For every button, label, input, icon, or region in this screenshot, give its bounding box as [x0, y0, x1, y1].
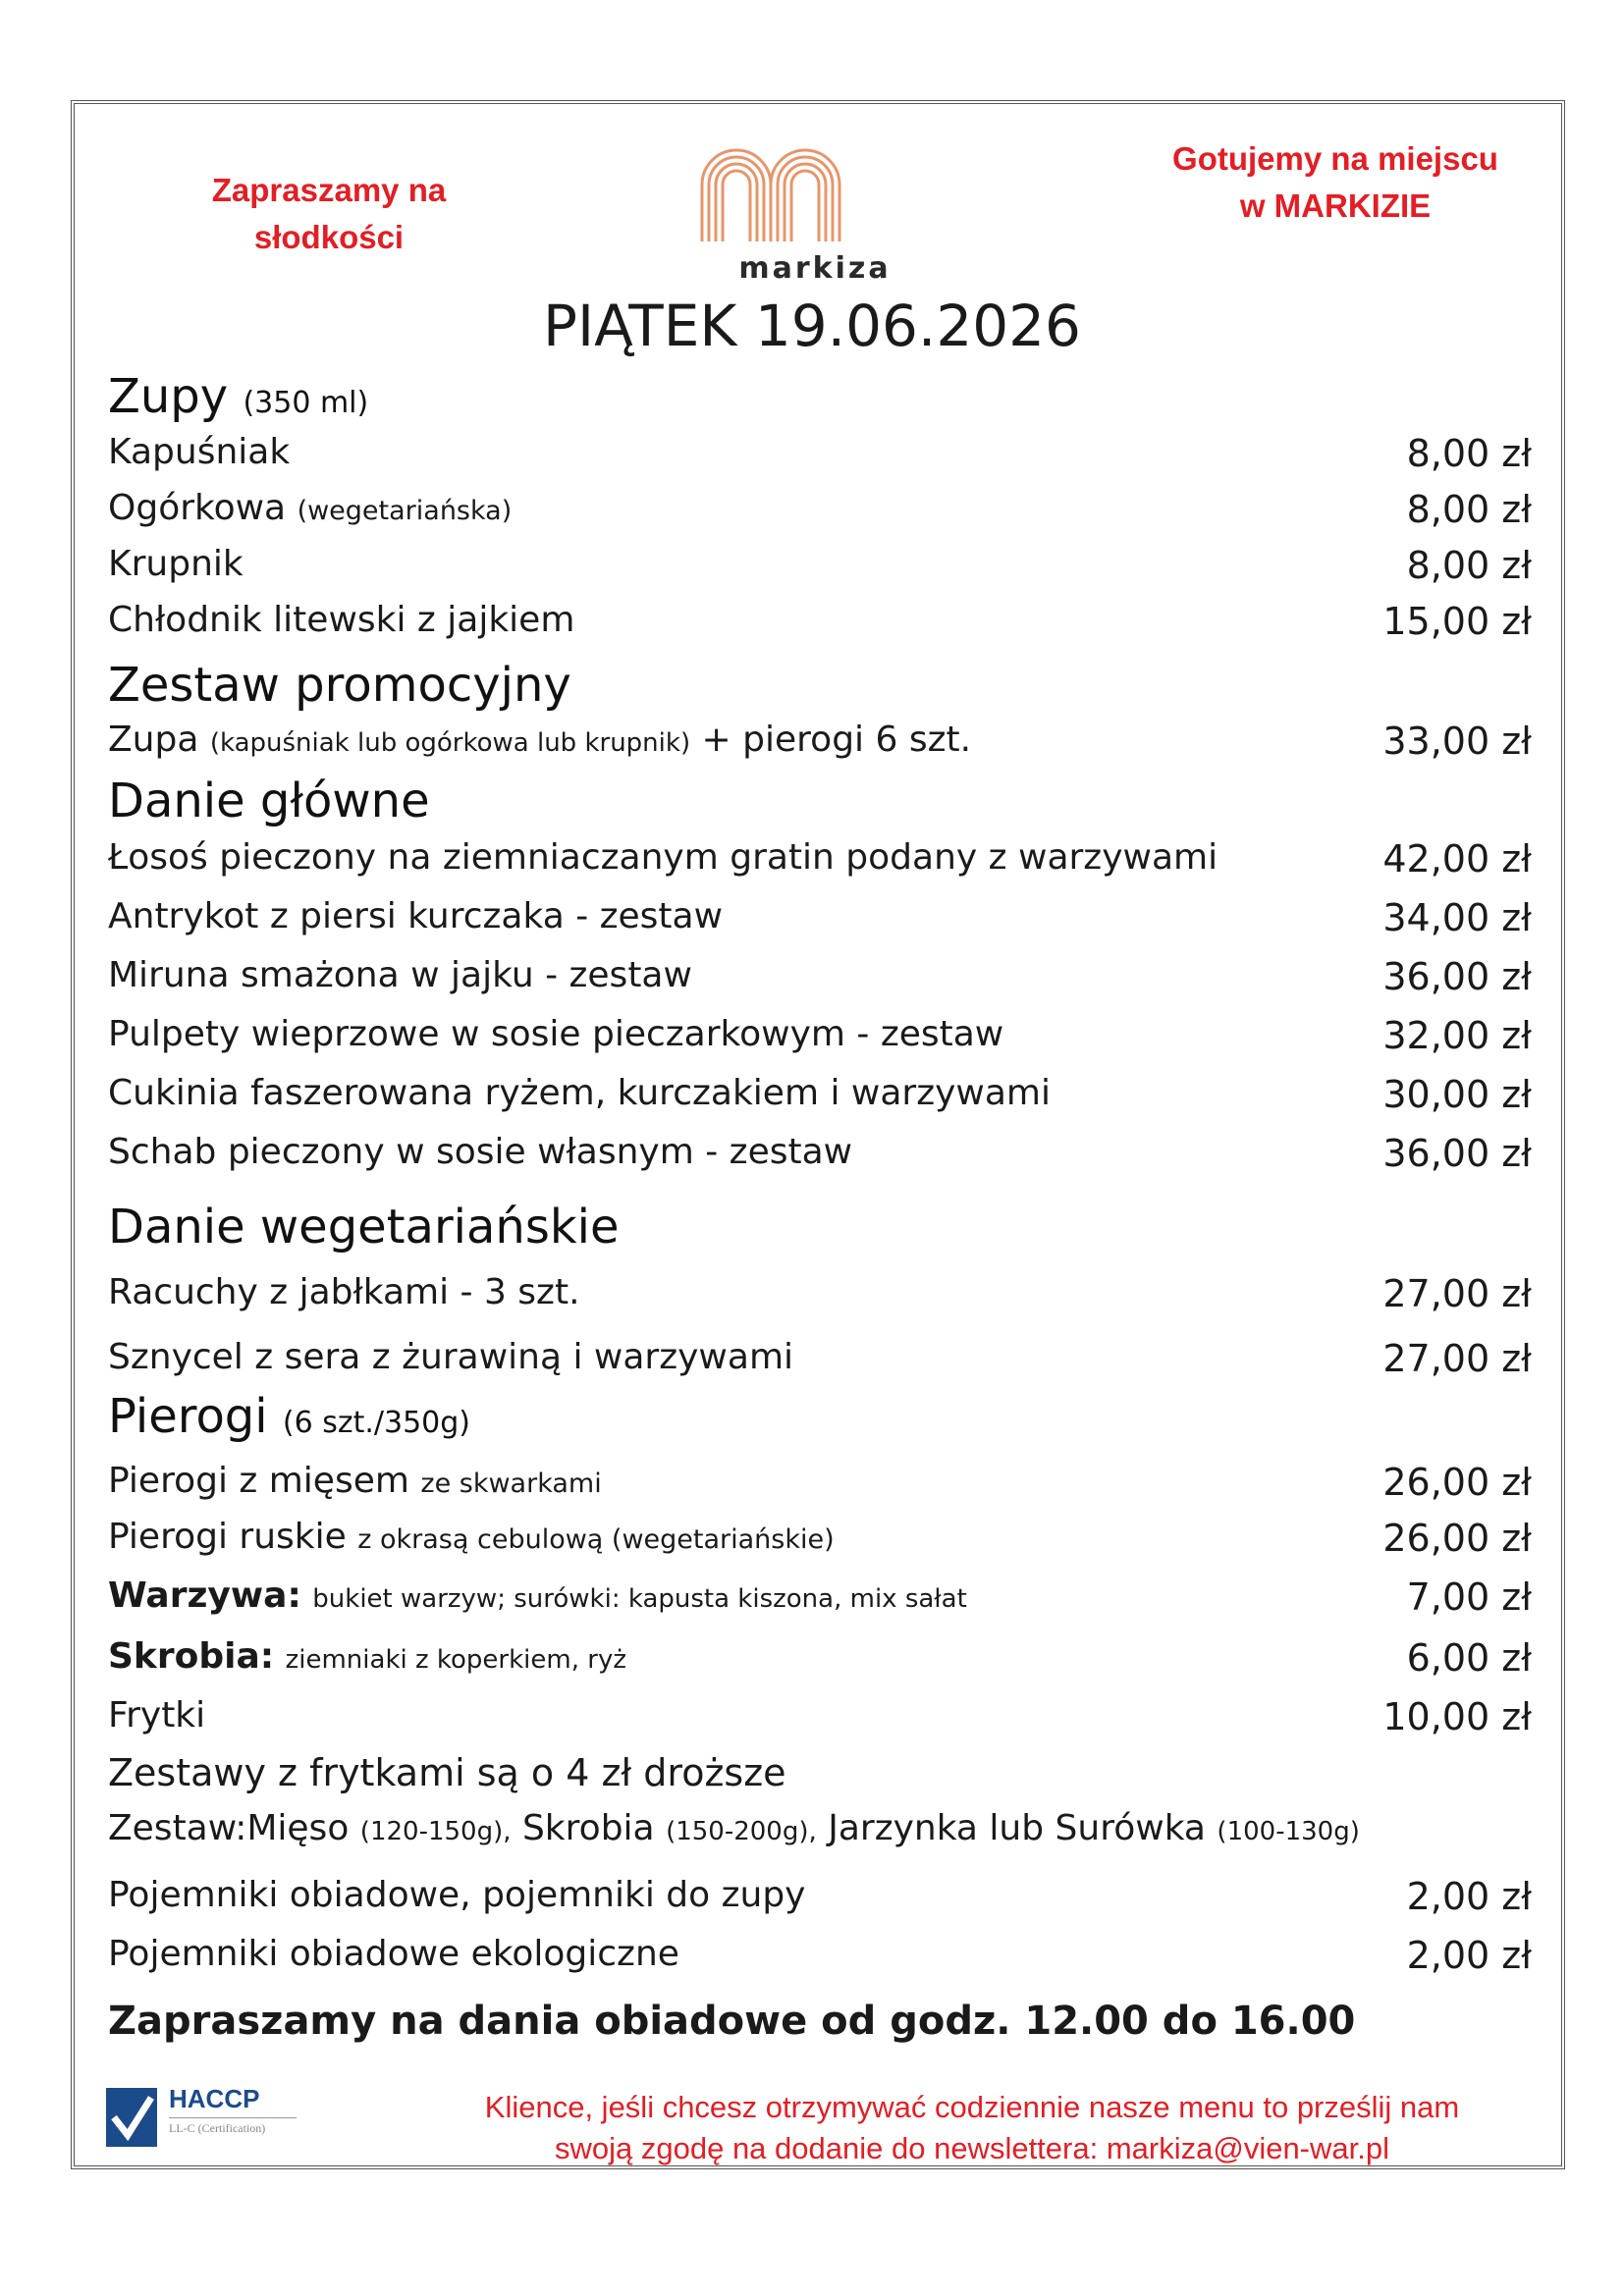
list-item: Pojemniki obiadowe ekologiczne 2,00 zł	[108, 1934, 1532, 1977]
section-vegetarian-title: Danie wegetariańskie	[108, 1200, 620, 1255]
section-mains-title: Danie główne	[108, 774, 430, 828]
list-item: Pierogi ruskie z okrasą cebulową (wegetariańskie) 26,00 zł	[108, 1517, 1532, 1560]
section-pierogi-title: Pierogi (6 szt./350g)	[108, 1389, 470, 1444]
list-item: Cukinia faszerowana ryżem, kurczakiem i warzywami 30,00 zł	[108, 1073, 1532, 1116]
set-composition: Zestaw:Mięso (120-150g), Skrobia (150-200g), Jarzynka lub Surówka (100-130g)	[108, 1808, 1360, 1848]
fries-note: Zestawy z frytkami są o 4 zł droższe	[108, 1751, 786, 1794]
list-item: Pojemniki obiadowe, pojemniki do zupy 2,00 zł	[108, 1875, 1532, 1918]
checkmark-icon	[106, 2088, 157, 2147]
list-item: Pierogi z mięsem ze skwarkami 26,00 zł	[108, 1461, 1532, 1504]
newsletter-note: Klience, jeśli chcesz otrzymywać codziennie nasze menu to prześlij nam swoją zgodę na dodanie do newslettera: markiza@vien-war.pl	[484, 2090, 1460, 2165]
list-item: Warzywa: bukiet warzyw; surówki: kapusta kiszona, mix sałat 7,00 zł	[108, 1575, 1532, 1619]
list-item: Racuchy z jabłkami - 3 szt. 27,00 zł	[108, 1272, 1532, 1315]
section-promo-title: Zestaw promocyjny	[108, 658, 571, 713]
list-item: Miruna smażona w jajku - zestaw 36,00 zł	[108, 955, 1532, 998]
list-item: Ogórkowa (wegetariańska) 8,00 zł	[108, 488, 1532, 531]
sweets-promo: Zapraszamy na słodkości	[211, 172, 447, 255]
list-item: Zupa (kapuśniak lub ogórkowa lub krupnik) + pierogi 6 szt. 33,00 zł	[108, 720, 1532, 763]
page-title: PIĄTEK 19.06.2026	[543, 293, 1081, 359]
section-soups-title: Zupy (350 ml)	[108, 369, 369, 424]
list-item: Kapuśniak 8,00 zł	[108, 432, 1532, 475]
list-item: Sznycel z sera z żurawiną i warzywami 27,00 zł	[108, 1337, 1532, 1380]
markiza-logo-icon	[697, 145, 844, 243]
list-item: Chłodnik litewski z jajkiem 15,00 zł	[108, 600, 1532, 643]
list-item: Skrobia: ziemniaki z koperkiem, ryż 6,00 zł	[108, 1636, 1532, 1680]
list-item: Pulpety wieprzowe w sosie pieczarkowym - zestaw 32,00 zł	[108, 1014, 1532, 1057]
list-item: Schab pieczony w sosie własnym - zestaw 36,00 zł	[108, 1132, 1532, 1175]
haccp-badge: HACCP LL-C (Certification)	[106, 2084, 322, 2153]
cooking-promo: Gotujemy na miejscu w MARKIZIE	[1172, 140, 1498, 224]
list-item: Frytki 10,00 zł	[108, 1695, 1532, 1738]
brand-name: markiza	[738, 251, 892, 286]
list-item: Antrykot z piersi kurczaka - zestaw 34,00 zł	[108, 896, 1532, 939]
list-item: Krupnik 8,00 zł	[108, 544, 1532, 587]
list-item: Łosoś pieczony na ziemniaczanym gratin podany z warzywami 42,00 zł	[108, 837, 1532, 881]
opening-hours: Zapraszamy na dania obiadowe od godz. 12.00 do 16.00	[108, 1999, 1356, 2044]
